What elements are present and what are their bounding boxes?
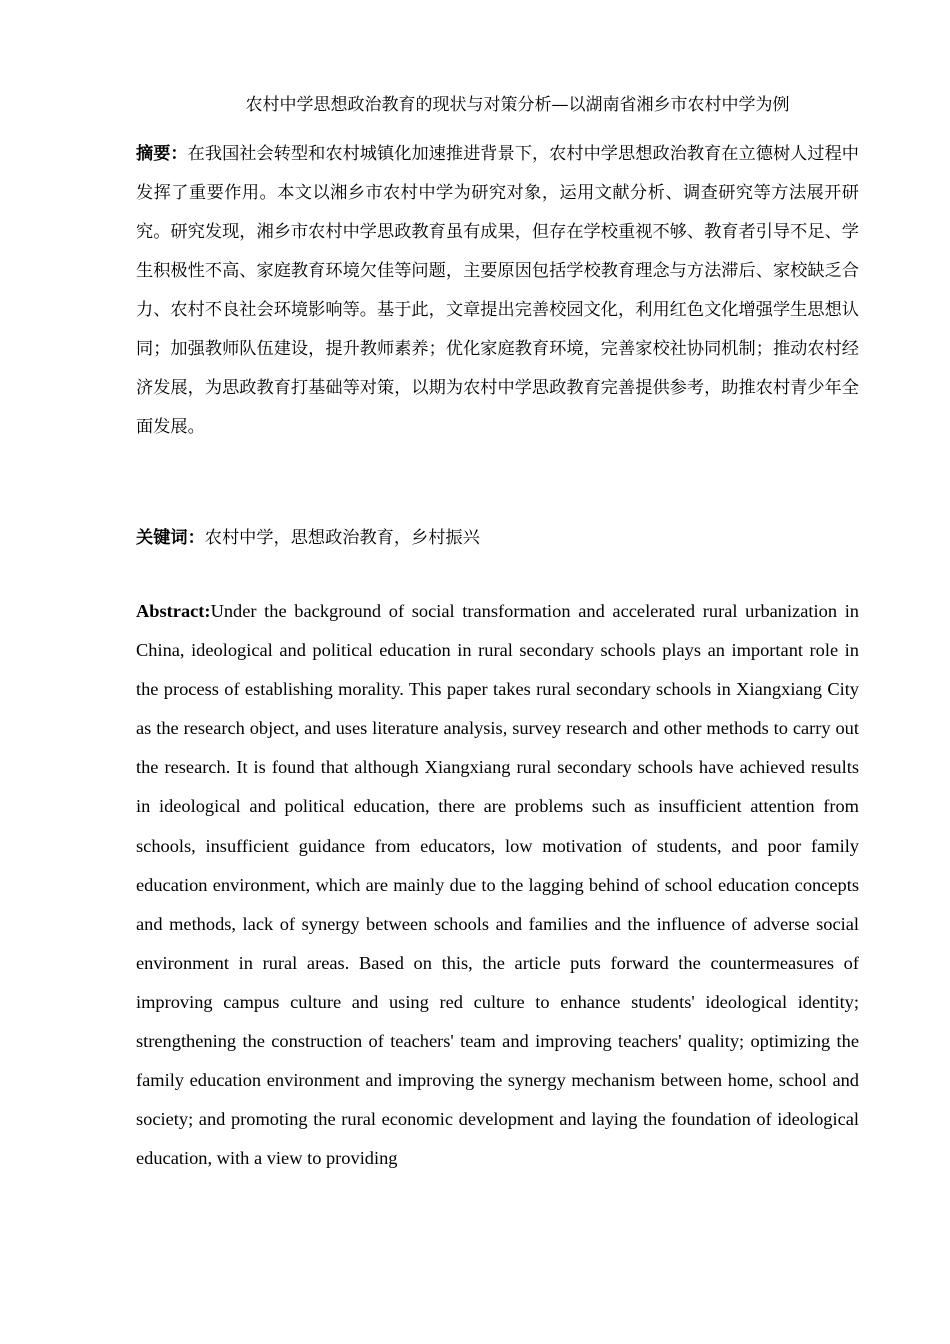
abstract-english-label: Abstract: xyxy=(136,601,211,621)
keywords-chinese xyxy=(136,520,859,556)
keywords-label: 关键词： xyxy=(136,528,205,548)
abstract-english xyxy=(136,592,859,1178)
abstract-english-text: Under the background of social transformation and accelerated rural urbanization in China, ideological and political education in rural secondary schools plays an important role in the process of establishing morality. This paper takes rural secondary schools in Xiangxiang City as the research object, and uses literature analysis, survey research and other methods to carry out the research. It is found that although Xiangxiang rural secondary schools have achieved results in ideological and political education, there are problems such as insufficient attention from schools, insufficient guidance from educators, low motivation of students, and poor family education environment, which are mainly due to the lagging behind of school education concepts and methods, lack of synergy between schools and families and the influence of adverse social environment in rural areas. Based on this, the article puts forward the countermeasures of improving campus culture and using red culture to enhance students' ideological identity; strengthening the construction of teachers' team and improving teachers' quality; optimizing the family education environment and improving the synergy mechanism between home, school and society; and promoting the rural economic development and laying the foundation of ideological education, with a view to providing xyxy=(136,601,859,1169)
abstract-chinese xyxy=(136,135,859,447)
abstract-chinese-label: 摘要： xyxy=(136,144,188,164)
paper-title: 农村中学思想政治教育的现状与对策分析—以湖南省湘乡市农村中学为例 xyxy=(245,95,790,115)
keywords-text: 农村中学，思想政治教育，乡村振兴 xyxy=(204,528,480,548)
abstract-chinese-text: 在我国社会转型和农村城镇化加速推进背景下，农村中学思想政治教育在立德树人过程中发挥了重要作用。本文以湘乡市农村中学为研究对象，运用文献分析、调查研究等方法展开研究。研究发现，湘乡市农村中学思政教育虽有成果，但存在学校重视不够、教育者引导不足、学生积极性不高、家庭教育环境欠佳等问题，主要原因包括学校教育理念与方法滞后、家校缺乏合力、农村不良社会环境影响等。基于此，文章提出完善校园文化，利用红色文化增强学生思想认同；加强教师队伍建设，提升教师素养；优化家庭教育环境，完善家校社协同机制；推动农村经济发展，为思政教育打基础等对策，以期为农村中学思政教育完善提供参考，助推农村青少年全面发展。 xyxy=(136,144,859,437)
